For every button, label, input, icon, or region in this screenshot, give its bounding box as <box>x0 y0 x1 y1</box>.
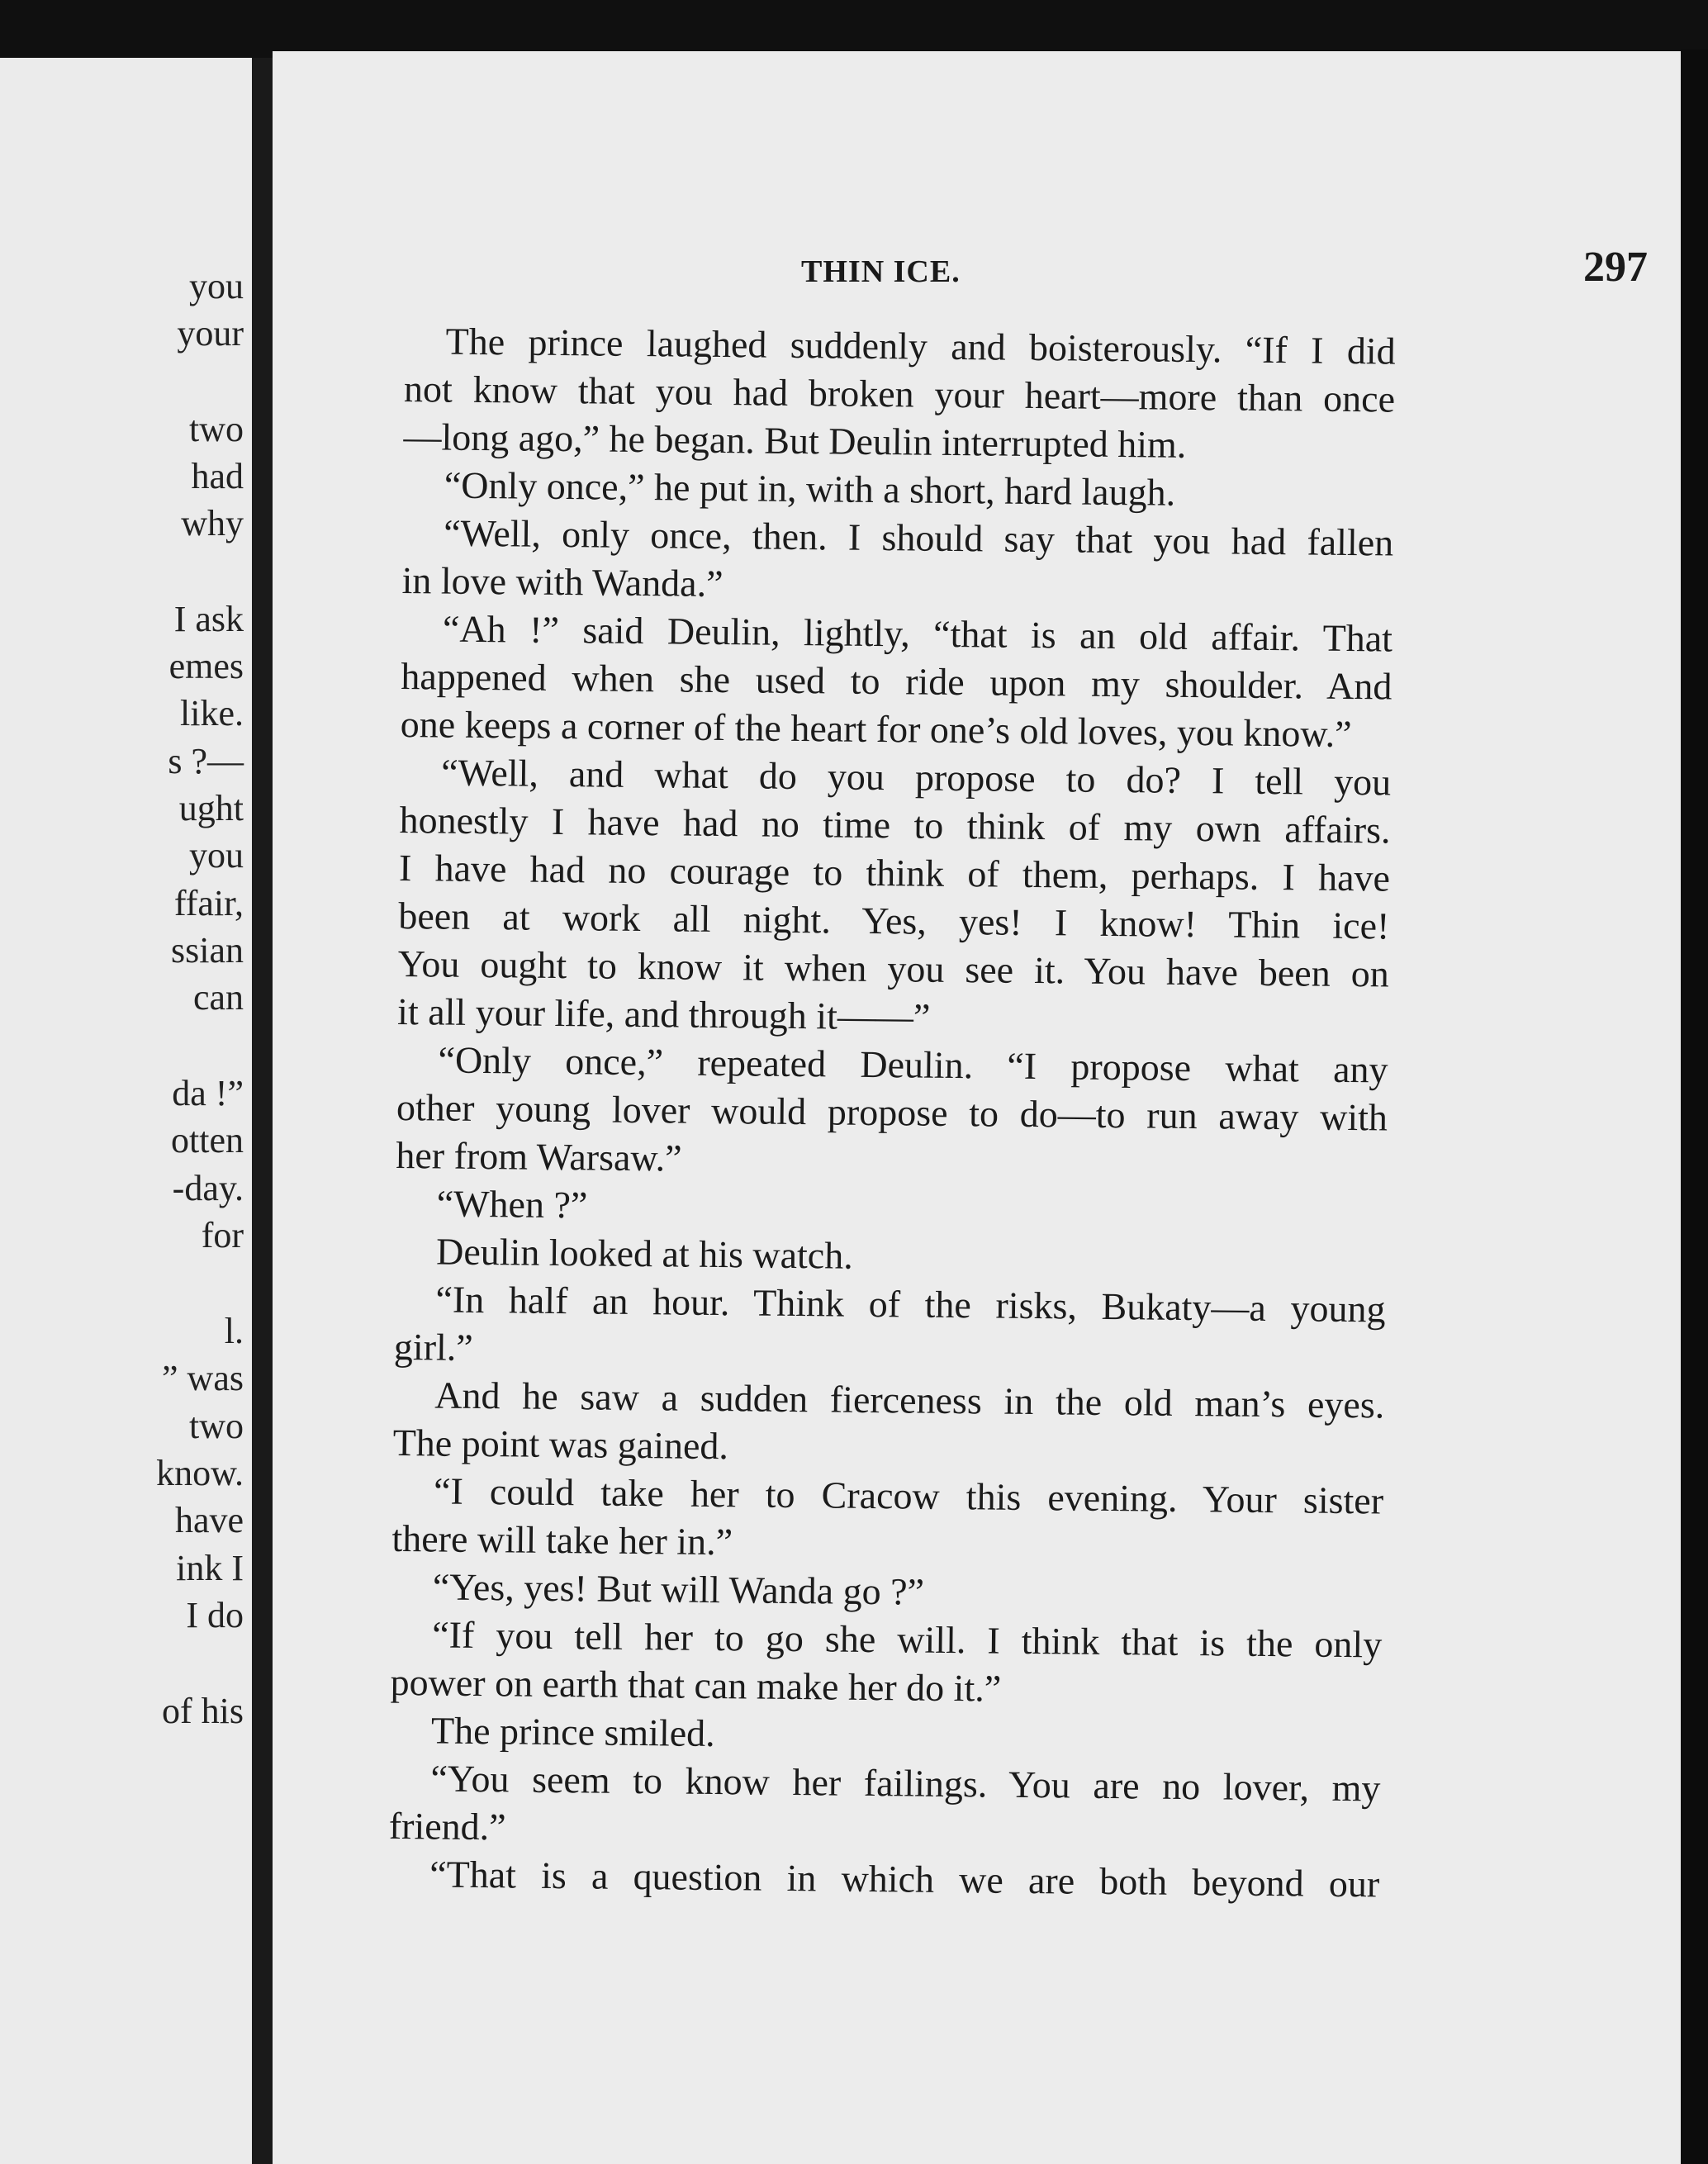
previous-page-line-fragment: otten <box>171 1120 244 1160</box>
book-gutter <box>252 58 273 2164</box>
previous-page-line-fragment: can <box>192 977 244 1018</box>
page-body-text <box>388 317 1396 1908</box>
previous-page-fragment <box>0 58 252 2164</box>
text-line: The prince smiled. <box>430 1709 715 1755</box>
previous-page-line-fragment: you <box>189 835 244 876</box>
previous-page-line-fragment: like. <box>180 693 244 733</box>
text-line: “Well, and what do you propose to do? I tell you <box>440 751 1392 804</box>
text-line: “Yes, yes! But will Wanda go ?” <box>432 1565 925 1613</box>
previous-page-line-fragment: have <box>174 1500 244 1540</box>
previous-page-line-fragment: -day. <box>172 1168 244 1208</box>
previous-page-line-fragment: for <box>201 1215 244 1255</box>
previous-page-line-fragment: I ask <box>173 599 244 639</box>
text-line: “Well, only once, then. I should say that you had fallen <box>444 511 1394 564</box>
book-page <box>273 51 1681 2164</box>
text-line: “Only once,” he put in, with a short, hard laugh. <box>444 463 1176 514</box>
previous-page-line-fragment: why <box>181 503 244 543</box>
text-line: Deulin looked at his watch. <box>435 1230 854 1277</box>
text-line: “When ?” <box>436 1182 588 1227</box>
text-line: it all your life, and through it——” <box>396 989 931 1038</box>
text-line: honestly I have had no time to think of my own affairs. <box>399 798 1391 852</box>
previous-page-line-fragment: two <box>189 1406 244 1446</box>
previous-page-line-fragment: you <box>189 266 244 306</box>
previous-page-line-fragment: two <box>189 409 244 449</box>
previous-page-line-fragment: emes <box>168 646 244 686</box>
text-line: other young lover would propose to do—to run away with <box>396 1085 1388 1139</box>
previous-page-line-fragment: your <box>177 313 244 354</box>
text-line: her from Warsaw.” <box>396 1133 682 1179</box>
text-line: And he saw a sudden fierceness in the old man’s eyes. <box>434 1374 1385 1426</box>
previous-page-line-fragment: ffair, <box>173 883 244 923</box>
text-line: “Only once,” repeated Deulin. “I propose what any <box>438 1038 1388 1091</box>
previous-page-line-fragment: da !” <box>172 1073 244 1113</box>
text-line: —long ago,” he began. But Deulin interrupted him. <box>403 415 1187 466</box>
text-line: not know that you had broken your heart—more than once <box>403 367 1396 420</box>
previous-page-line-fragment: I do <box>186 1595 244 1635</box>
previous-page-line-fragment: had <box>191 456 244 496</box>
previous-page-line-fragment: ssian <box>171 930 244 970</box>
text-line: there will take her in.” <box>391 1516 733 1564</box>
previous-page-line-fragment: know. <box>156 1453 244 1493</box>
text-line: You ought to know it when you see it. You have been on <box>397 942 1390 995</box>
page-number: 297 <box>1583 244 1648 291</box>
previous-page-line-fragment: ink I <box>176 1548 244 1588</box>
text-line: power on earth that can make her do it.” <box>390 1660 1002 1710</box>
running-head: THIN ICE. <box>801 254 961 289</box>
text-line: “In half an hour. Think of the risks, Bukaty—a young <box>435 1278 1386 1331</box>
previous-page-line-fragment: ” was <box>162 1358 244 1398</box>
text-line: in love with Wanda.” <box>401 558 724 605</box>
text-line: “You seem to know her failings. You are no lover, my <box>430 1757 1381 1810</box>
text-line: The prince laughed suddenly and boisterously. “If I did <box>445 320 1396 373</box>
text-line: “That is a question in which we are both beyond our <box>429 1853 1380 1905</box>
text-line: The point was gained. <box>392 1421 729 1468</box>
previous-page-line-fragment: ught <box>178 788 244 828</box>
text-line: girl.” <box>393 1325 474 1369</box>
text-line: been at work all night. Yes, yes! I know! Thin ice! <box>398 894 1390 947</box>
previous-page-line-fragment: l. <box>224 1311 244 1351</box>
previous-page-line-fragment: s ?— <box>168 741 244 781</box>
previous-page-line-fragment: of his <box>162 1691 244 1731</box>
text-line: “Ah !” said Deulin, lightly, “that is an old affair. That <box>442 607 1393 660</box>
text-line: one keeps a corner of the heart for one’s old loves, you know.” <box>400 702 1352 756</box>
text-line: “If you tell her to go she will. I think that is the only <box>432 1613 1383 1666</box>
text-line: friend.” <box>388 1804 506 1848</box>
text-line: happened when she used to ride upon my shoulder. And <box>401 654 1392 708</box>
text-line: “I could take her to Cracow this evening. Your sister <box>433 1469 1384 1522</box>
page-edge-shadow <box>1681 50 1708 2164</box>
text-line: I have had no courage to think of them, perhaps. I have <box>398 846 1391 899</box>
